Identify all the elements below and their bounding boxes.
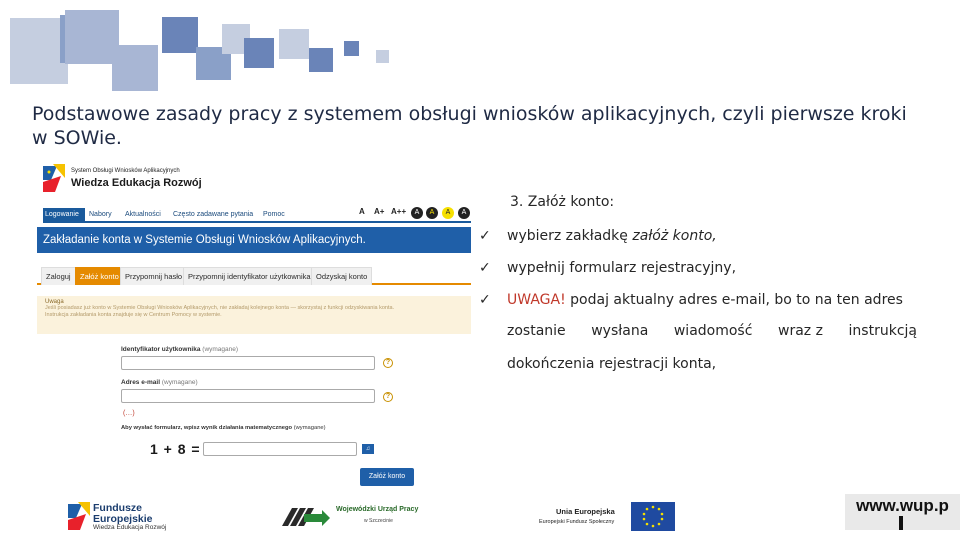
word: instrukcją <box>848 323 917 339</box>
warning-text: Instrukcja zakładania konta znajduje się w Centrum Pomocy w systemie. <box>45 311 222 318</box>
contrast-button[interactable]: A <box>411 207 423 219</box>
tab-zaloz-konto[interactable]: Załóż konto <box>75 267 124 285</box>
warning-title: Uwaga <box>45 299 64 305</box>
email-label-text: Adres e-mail <box>121 379 161 386</box>
user-id-label <box>121 346 238 353</box>
instruction-text: wybierz zakładkę <box>507 228 633 244</box>
contrast-button[interactable]: A <box>426 207 438 219</box>
warning-label: UWAGA! <box>507 292 566 308</box>
tab-przypomnij-identyfikator[interactable]: Przypomnij identyfikator użytkownika <box>183 267 316 285</box>
tab-pomoc[interactable]: Pomoc <box>263 211 285 218</box>
word: wiadomość <box>673 323 753 339</box>
fe-logo-subtext: Wiedza Edukacja Rozwój <box>93 524 167 531</box>
instruction-item <box>479 228 717 244</box>
instruction-continuation: dokończenia rejestracji konta, <box>507 356 717 372</box>
tab-faq[interactable]: Często zadawane pytania <box>173 211 254 218</box>
omitted-fields-note: (…) <box>123 410 135 417</box>
tab-zaloguj[interactable]: Zaloguj <box>41 267 76 285</box>
ue-logo-subtext: Europejski Fundusz Społeczny <box>539 519 615 525</box>
eu-flag-icon <box>631 502 675 531</box>
warning-box <box>37 296 471 334</box>
required-note: (wymagane) <box>293 425 326 431</box>
logo-small-text: System Obsługi Wniosków Aplikacyjnych <box>71 168 180 174</box>
wup-logo-icon <box>280 500 330 530</box>
captcha-label-text: Aby wysłać formularz, wpisz wynik działania matematycznego <box>121 425 293 431</box>
instruction-text: podaj aktualny adres e-mail, bo to na ten adres <box>565 292 903 308</box>
sowa-logo <box>41 160 201 198</box>
slide-title: Podstawowe zasady pracy z systemem obsługi wniosków aplikacyjnych, czyli pierwsze kroki w SOWie. <box>32 103 907 149</box>
captcha-answer-input[interactable] <box>203 442 357 456</box>
instruction-emphasis: załóż konto, <box>632 228 717 244</box>
tab-logowanie[interactable]: Logowanie <box>43 208 85 222</box>
decor-square <box>162 17 198 53</box>
help-icon[interactable]: ? <box>383 392 393 402</box>
fe-line: Fundusze <box>93 502 142 514</box>
required-note: (wymagane) <box>161 379 198 386</box>
help-icon[interactable]: ? <box>383 358 393 368</box>
word: wraz z <box>778 323 823 339</box>
instruction-continuation <box>507 323 917 339</box>
decor-square <box>65 10 119 64</box>
font-size-larger-button[interactable]: A+ <box>374 207 385 216</box>
checkmark-icon: ✓ <box>479 292 491 308</box>
url-cursor-mark <box>899 516 903 530</box>
contrast-button[interactable]: A <box>458 207 470 219</box>
warning-text: Jeśli posiadasz już konto w Systemie Obsługi Wniosków Aplikacyjnych, nie zakładaj kolejnego konta — skorzystaj z funkcji odzyskiwania konta. <box>45 305 395 311</box>
page-header: Zakładanie konta w Systemie Obsługi Wniosków Aplikacyjnych. <box>37 227 471 253</box>
fe-line: Europejskie <box>93 513 153 525</box>
fe-logo-text <box>93 503 153 525</box>
website-url[interactable]: www.wup.p <box>845 494 960 530</box>
font-size-normal-button[interactable]: A <box>359 207 365 216</box>
step-heading: 3. Załóż konto: <box>510 194 615 210</box>
captcha-equation: 1 + 8 = <box>150 441 201 457</box>
instruction-item <box>479 292 903 308</box>
eu-star-flag-icon <box>41 162 67 194</box>
wup-logo-text: Wojewódzki Urząd Pracy <box>336 506 419 513</box>
contrast-button[interactable]: A <box>442 207 454 219</box>
instruction-text: wypełnij formularz rejestracyjny, <box>507 260 737 276</box>
speaker-icon[interactable]: ♫ <box>362 444 374 454</box>
logo-big-text: Wiedza Edukacja Rozwój <box>71 177 202 189</box>
fundusze-europejskie-logo <box>66 500 92 532</box>
required-note: (wymagane) <box>202 346 239 353</box>
email-label <box>121 379 198 386</box>
decor-square <box>244 38 274 68</box>
captcha-label <box>121 425 326 431</box>
user-id-input[interactable] <box>121 356 375 370</box>
wup-logo-subtext: w Szczecinie <box>364 518 393 524</box>
tab-nabory[interactable]: Nabory <box>89 211 112 218</box>
top-navigation <box>43 206 471 223</box>
word: wysłana <box>591 323 649 339</box>
tab-przypomnij-haslo[interactable]: Przypomnij hasło <box>120 267 187 285</box>
account-tabs <box>37 265 471 285</box>
registration-screenshot <box>37 158 471 492</box>
decor-square <box>344 41 359 56</box>
tab-aktualnosci[interactable]: Aktualności <box>125 211 161 218</box>
user-id-label-text: Identyfikator użytkownika <box>121 346 201 353</box>
font-size-largest-button[interactable]: A++ <box>391 207 407 216</box>
create-account-button[interactable]: Załóż konto <box>360 468 414 486</box>
email-input[interactable] <box>121 389 375 403</box>
decor-square <box>376 50 389 63</box>
checkmark-icon: ✓ <box>479 228 491 244</box>
decor-square <box>279 29 309 59</box>
instruction-item <box>479 260 736 276</box>
decor-square <box>112 45 158 91</box>
decor-square <box>309 48 333 72</box>
checkmark-icon: ✓ <box>479 260 491 276</box>
word: zostanie <box>507 323 566 339</box>
tab-odzyskaj-konto[interactable]: Odzyskaj konto <box>311 267 372 285</box>
ue-logo-text: Unia Europejska <box>556 507 615 516</box>
